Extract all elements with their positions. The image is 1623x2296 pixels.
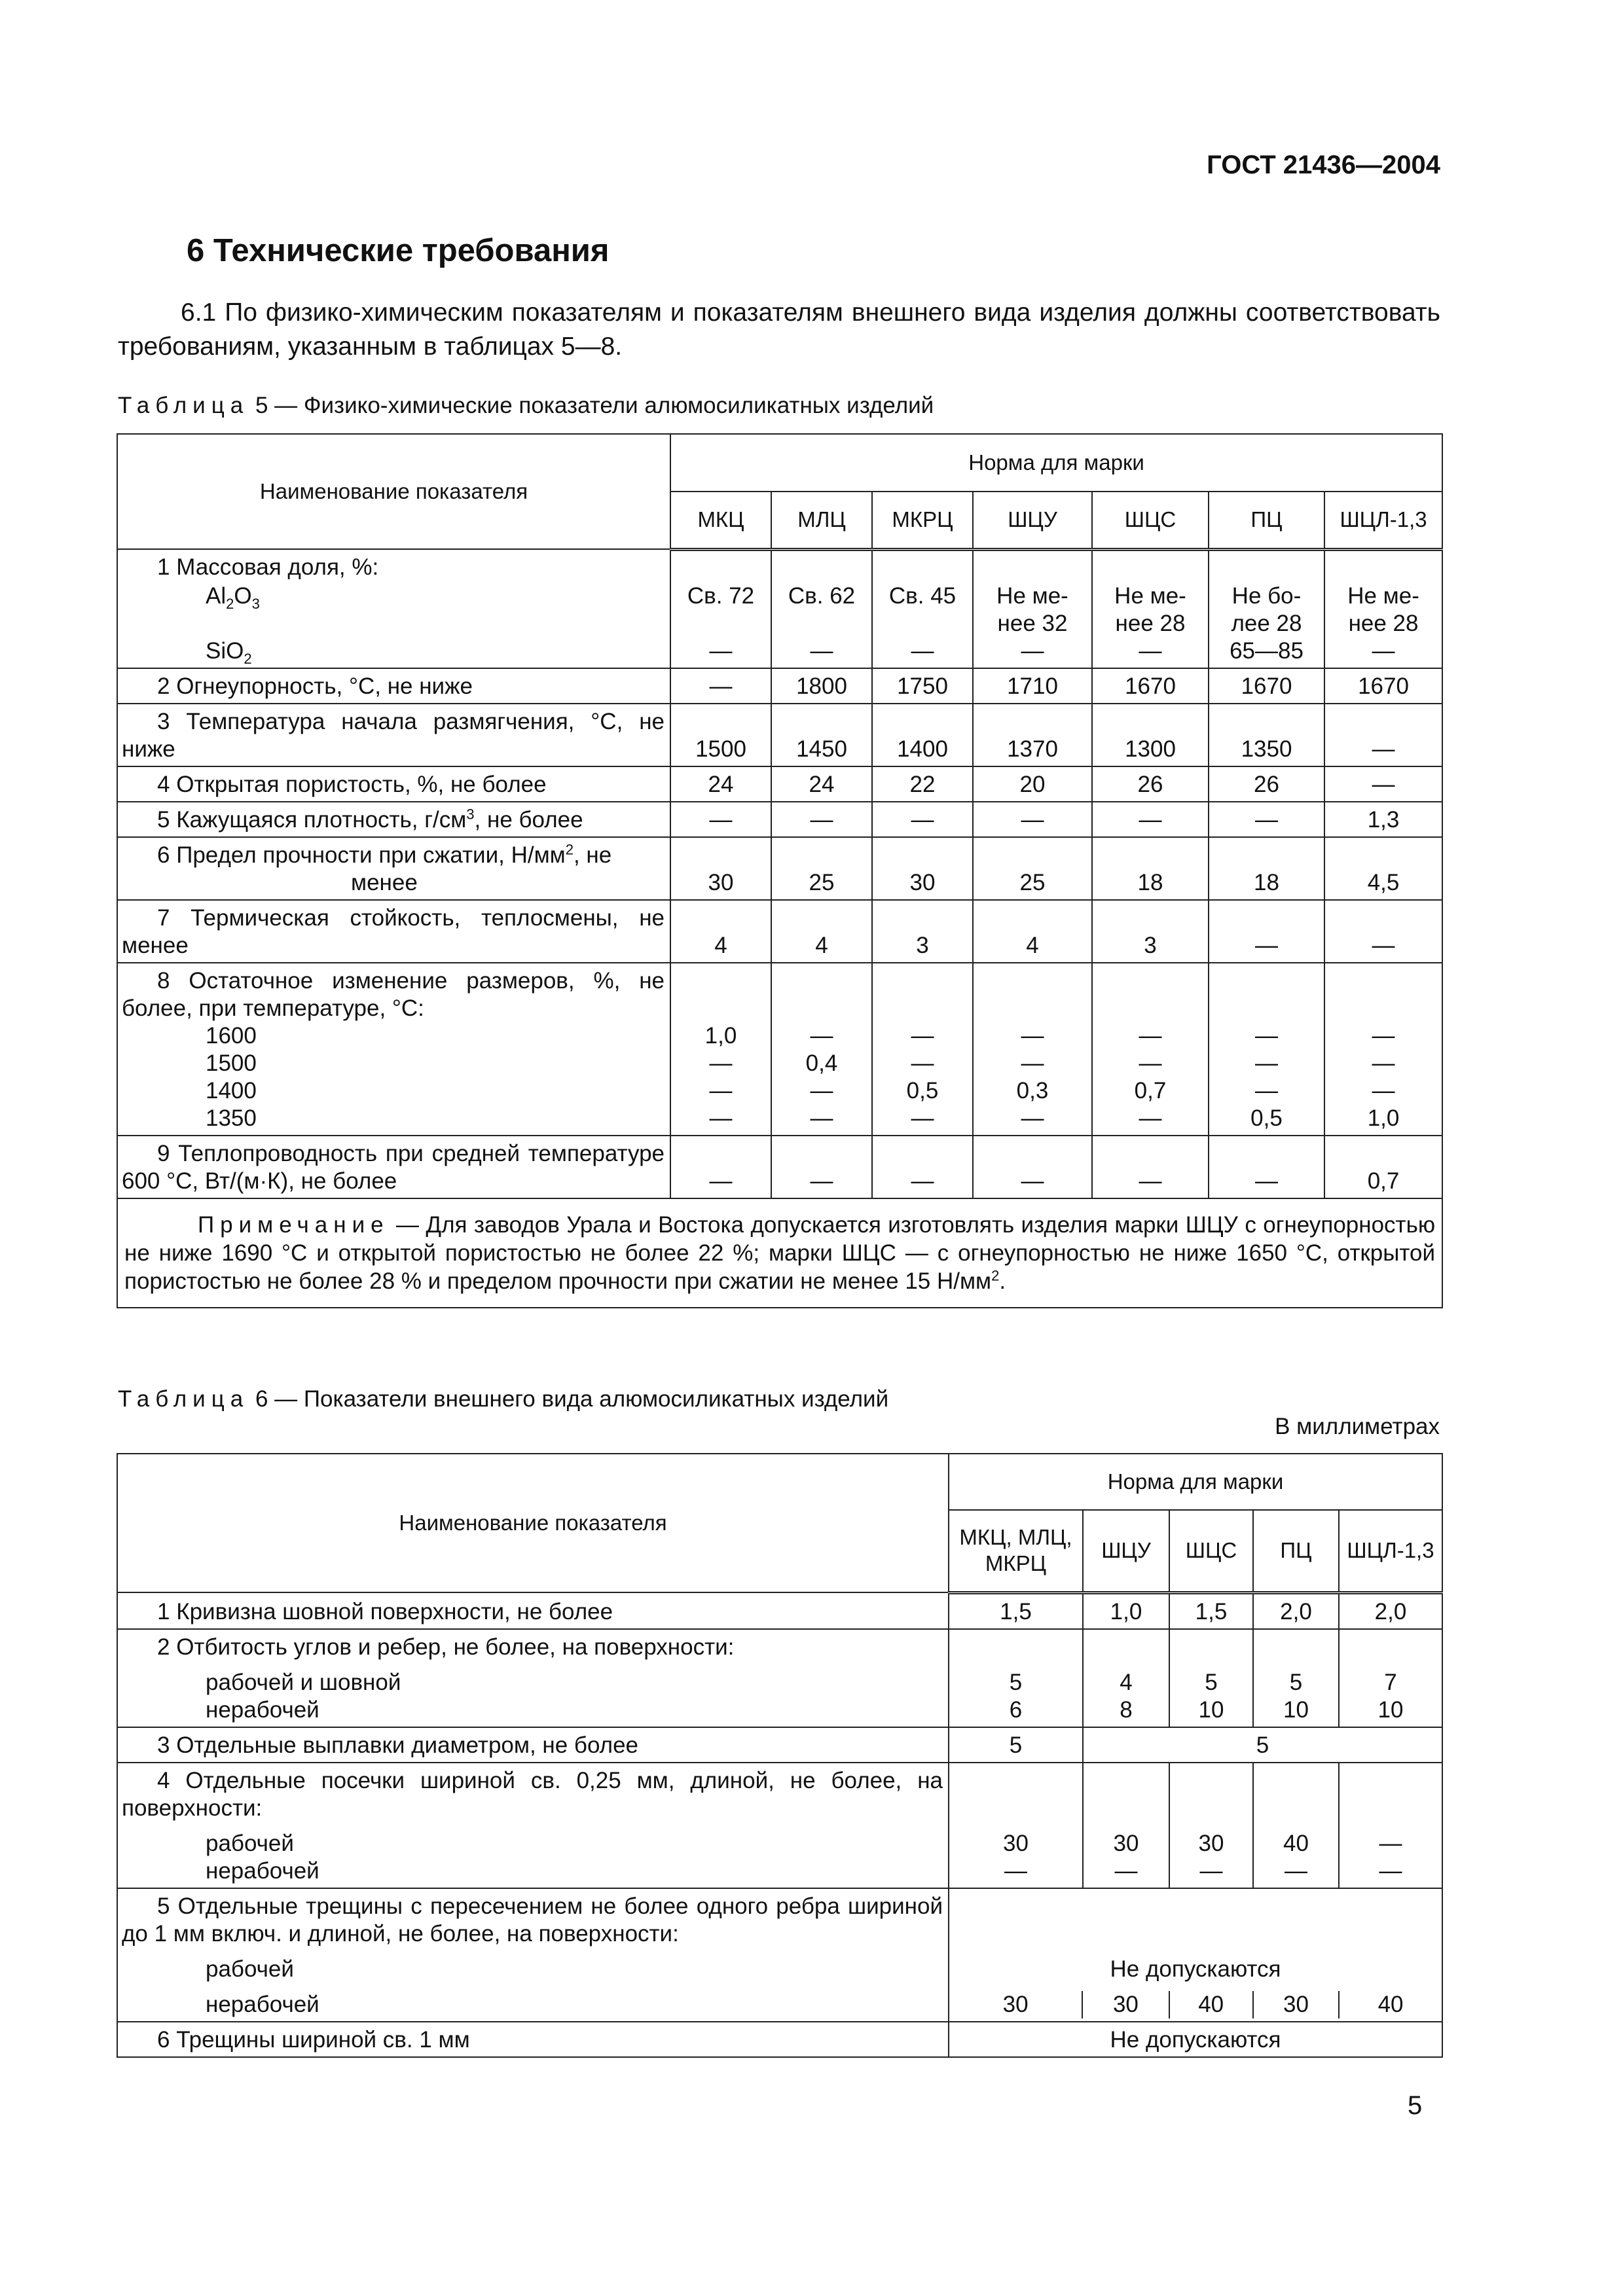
table-cell: 1500 — [670, 704, 771, 766]
table-cell: 1,0 — — — — [670, 963, 771, 1136]
table6-brand: ШЦЛ-1,3 — [1339, 1510, 1442, 1592]
table-cell: 2,0 — [1339, 1592, 1442, 1629]
table-row — [117, 802, 1442, 837]
table-cell: — — [872, 802, 973, 837]
table5-brand: МКРЦ — [872, 492, 973, 549]
table-cell: — — [670, 1136, 771, 1198]
table-cell — [949, 1888, 1442, 2022]
table-cell: — — [1209, 802, 1324, 837]
table-cell: 1,5 — [1169, 1592, 1253, 1629]
table-cell: 24 — [771, 766, 872, 802]
table-cell: 4 — [771, 900, 872, 963]
table-row — [117, 549, 1442, 668]
table-cell: — — [973, 1136, 1092, 1198]
table-cell: 30 — — [1083, 1763, 1169, 1888]
table5-brand: ШЦС — [1092, 492, 1209, 549]
table-cell: 30 — — [1169, 1763, 1253, 1888]
table-cell: 7 10 — [1339, 1629, 1442, 1727]
row-label: 4 Открытая пористость, %, не более — [117, 766, 670, 802]
table-cell: 30 — [670, 837, 771, 900]
row-label: 3 Температура начала размягчения, °С, не ниже — [117, 704, 670, 766]
table-cell: Не ме- нее 28 — — [1324, 549, 1442, 668]
al2o3-label: $Al_2O_3$ — [206, 583, 260, 612]
table-cell: 30 — [1002, 1991, 1029, 2017]
table6-caption — [118, 1386, 888, 1412]
table-cell: 1,3 — [1324, 802, 1442, 837]
table5-caption — [118, 393, 934, 419]
table6-units: В миллиметрах — [1275, 1414, 1440, 1439]
table6-brand: ПЦ — [1253, 1510, 1339, 1592]
row-label: 8 Остаточное изменение размеров, %, не более, при температуре, °С: 1600 1500 1400 1350 — [117, 963, 670, 1136]
table6-brand: ШЦС — [1169, 1510, 1253, 1592]
table-row — [117, 1763, 1442, 1888]
table-cell: 24 — [670, 766, 771, 802]
not-allowed-text: Не допускаются — [1110, 1956, 1281, 1982]
table-cell: 1670 — [1324, 668, 1442, 704]
table-cell: — — 0,5 — — [872, 963, 973, 1136]
table-cell: 22 — [872, 766, 973, 802]
row-label: 7 Термическая стойкость, теплосмены, не менее — [117, 900, 670, 963]
table-cell: — — [872, 1136, 973, 1198]
table-row — [117, 2022, 1442, 2057]
table-cell: 40 — [1338, 1991, 1442, 2018]
table-cell: 26 — [1092, 766, 1209, 802]
table-cell: 25 — [771, 837, 872, 900]
table-cell: 1370 — [973, 704, 1092, 766]
table-row — [117, 668, 1442, 704]
table-cell: 4 — [973, 900, 1092, 963]
table-row — [117, 1629, 1442, 1727]
table-cell: — — [1209, 900, 1324, 963]
table-cell: 2,0 — [1253, 1592, 1339, 1629]
intro-paragraph: 6.1 По физико-химическим показателям и показателям внешнего вида изделия должны соответствовать требованиям, указанным в таблицах 5—8. — [118, 298, 1440, 361]
table-cell: — — 0,3 — — [973, 963, 1092, 1136]
table-cell: 1670 — [1092, 668, 1209, 704]
table5-note: Примечание — Для заводов Урала и Востока допускается изготовлять изделия марки ШЦУ с огнеупорностью не ниже 1690 °С и открытой пористостью не более 22 %; марки ШЦС — с огнеупорностью не ниже 1650 °С, открытой пористостью не более 28 % и пределом прочности при сжатии не менее 15 $Н/мм^2$. — [117, 1198, 1442, 1308]
table-cell: 30 — [1252, 1991, 1338, 2018]
table-cell: 4 — [670, 900, 771, 963]
table-cell: Св. 62 — — [771, 549, 872, 668]
table-cell: Св. 45 — — [872, 549, 973, 668]
table-cell: 4 8 — [1083, 1629, 1169, 1727]
table-cell: — — [670, 668, 771, 704]
table-cell: 40 — — [1253, 1763, 1339, 1888]
row-label: 5 Отдельные трещины с пересечением не более одного ребра шириной до 1 мм включ. и длиной, не более, на поверхности: рабочей нерабочей — [117, 1888, 949, 2022]
sio2-label: SiO$_2$ — [206, 638, 252, 667]
table5-note-row — [117, 1198, 1442, 1308]
table5-brand: ШЦЛ-1,3 — [1324, 492, 1442, 549]
table-cell: 25 — [973, 837, 1092, 900]
table-cell: — — [771, 1136, 872, 1198]
table-cell: 5 10 — [1253, 1629, 1339, 1727]
table5-brand: МЛЦ — [771, 492, 872, 549]
table-cell: — — — 1,0 — [1324, 963, 1442, 1136]
row-label: 9 Теплопроводность при средней температуре 600 °С, Вт/(м·К), не более — [117, 1136, 670, 1198]
row-label: 1 Массовая доля, %: $Al_2O_3$ SiO$_2$ — [117, 549, 670, 668]
row-label: 4 Отдельные посечки шириной св. 0,25 мм, длиной, не более, на поверхности: рабочей нерабочей — [117, 1763, 949, 1888]
table-cell: — — [771, 802, 872, 837]
table6-brand: МКЦ, МЛЦ, МКРЦ — [949, 1510, 1083, 1592]
table-cell: 18 — [1092, 837, 1209, 900]
table5 — [117, 433, 1443, 1308]
table5-brand: ПЦ — [1209, 492, 1324, 549]
table6-header-name: Наименование показателя — [117, 1454, 949, 1592]
table-cell: 0,7 — [1324, 1136, 1442, 1198]
table-cell: 30 — [872, 837, 973, 900]
table-row — [117, 704, 1442, 766]
table-cell: Не ме- нее 28 — — [1092, 549, 1209, 668]
table-cell: 5 — [949, 1727, 1083, 1763]
table6-brand: ШЦУ — [1083, 1510, 1169, 1592]
table-cell: — — [1324, 900, 1442, 963]
table-cell: 5 10 — [1169, 1629, 1253, 1727]
table-cell: — — [1324, 766, 1442, 802]
table6-caption-text: 6 — Показатели внешнего вида алюмосиликатных изделий — [255, 1386, 889, 1412]
table5-caption-lead: Таблица — [118, 393, 249, 418]
table-cell: 1450 — [771, 704, 872, 766]
table-cell: 5 — [1083, 1727, 1442, 1763]
table-cell: 1400 — [872, 704, 973, 766]
table-cell: 30 — — [949, 1763, 1083, 1888]
row-label: 6 Предел прочности при сжатии, $Н/мм^2$, не менее — [117, 837, 670, 900]
table-cell: 1750 — [872, 668, 973, 704]
table-cell: 1670 — [1209, 668, 1324, 704]
table-cell: — — [1092, 1136, 1209, 1198]
document-code: ГОСТ 21436—2004 — [1207, 151, 1440, 179]
table-cell: 1300 — [1092, 704, 1209, 766]
table5-brand: ШЦУ — [973, 492, 1092, 549]
table-cell: 1710 — [973, 668, 1092, 704]
table-row — [117, 963, 1442, 1136]
row-label: 5 Кажущаяся плотность, $г/см^3$, не более — [117, 802, 670, 837]
table-cell: 1,5 — [949, 1592, 1083, 1629]
table-cell: 18 — [1209, 837, 1324, 900]
table-cell: 1,0 — [1083, 1592, 1169, 1629]
table-row — [117, 1727, 1442, 1763]
table-cell: 3 — [872, 900, 973, 963]
table5-header-norm: Норма для марки — [670, 434, 1442, 492]
table-row — [117, 766, 1442, 802]
table-cell: — 0,4 — — — [771, 963, 872, 1136]
table-cell: 4,5 — [1324, 837, 1442, 900]
row-label: 2 Отбитость углов и ребер, не более, на поверхности: рабочей и шовной нерабочей — [117, 1629, 949, 1727]
table-cell: Св. 72 — — [670, 549, 771, 668]
table-cell: 20 — [973, 766, 1092, 802]
table-row — [117, 1888, 1442, 2022]
row-label: 2 Огнеупорность, °С, не ниже — [117, 668, 670, 704]
table-cell: — — — [1339, 1763, 1442, 1888]
table-cell: 3 — [1092, 900, 1209, 963]
table6-header-norm: Норма для марки — [949, 1454, 1442, 1510]
table-cell: 30 — [1082, 1991, 1168, 2018]
section-title: 6 Технические требования — [187, 233, 610, 268]
page-number: 5 — [1408, 2091, 1423, 2120]
table5-brand: МКЦ — [670, 492, 771, 549]
table6-caption-lead: Таблица — [118, 1386, 249, 1412]
table5-header-name: Наименование показателя — [117, 434, 670, 549]
table-cell: 1350 — [1209, 704, 1324, 766]
table-row — [117, 1136, 1442, 1198]
table-row — [117, 1592, 1442, 1629]
row-label: 6 Трещины шириной св. 1 мм — [117, 2022, 949, 2057]
table5-caption-text: 5 — Физико-химические показатели алюмосиликатных изделий — [255, 393, 934, 418]
table-cell: 26 — [1209, 766, 1324, 802]
table-cell: Не допускаются — [949, 2022, 1442, 2057]
table-cell: 40 — [1169, 1991, 1252, 2018]
table-cell: — — [670, 802, 771, 837]
table-cell: — — 0,7 — — [1092, 963, 1209, 1136]
table-cell: — — [1209, 1136, 1324, 1198]
table-cell: Не ме- нее 32 — — [973, 549, 1092, 668]
table-cell: — — [973, 802, 1092, 837]
row-label: 1 Кривизна шовной поверхности, не более — [117, 1592, 949, 1629]
table-cell: — — [1092, 802, 1209, 837]
table-cell: — — [1324, 704, 1442, 766]
table6 — [117, 1453, 1443, 2058]
table-cell: — — — 0,5 — [1209, 963, 1324, 1136]
table-cell: Не бо- лее 28 65—85 — [1209, 549, 1324, 668]
table-row — [117, 837, 1442, 900]
table-cell: 5 6 — [949, 1629, 1083, 1727]
table-row — [117, 900, 1442, 963]
row-label: 3 Отдельные выплавки диаметром, не более — [117, 1727, 949, 1763]
table-cell: 1800 — [771, 668, 872, 704]
